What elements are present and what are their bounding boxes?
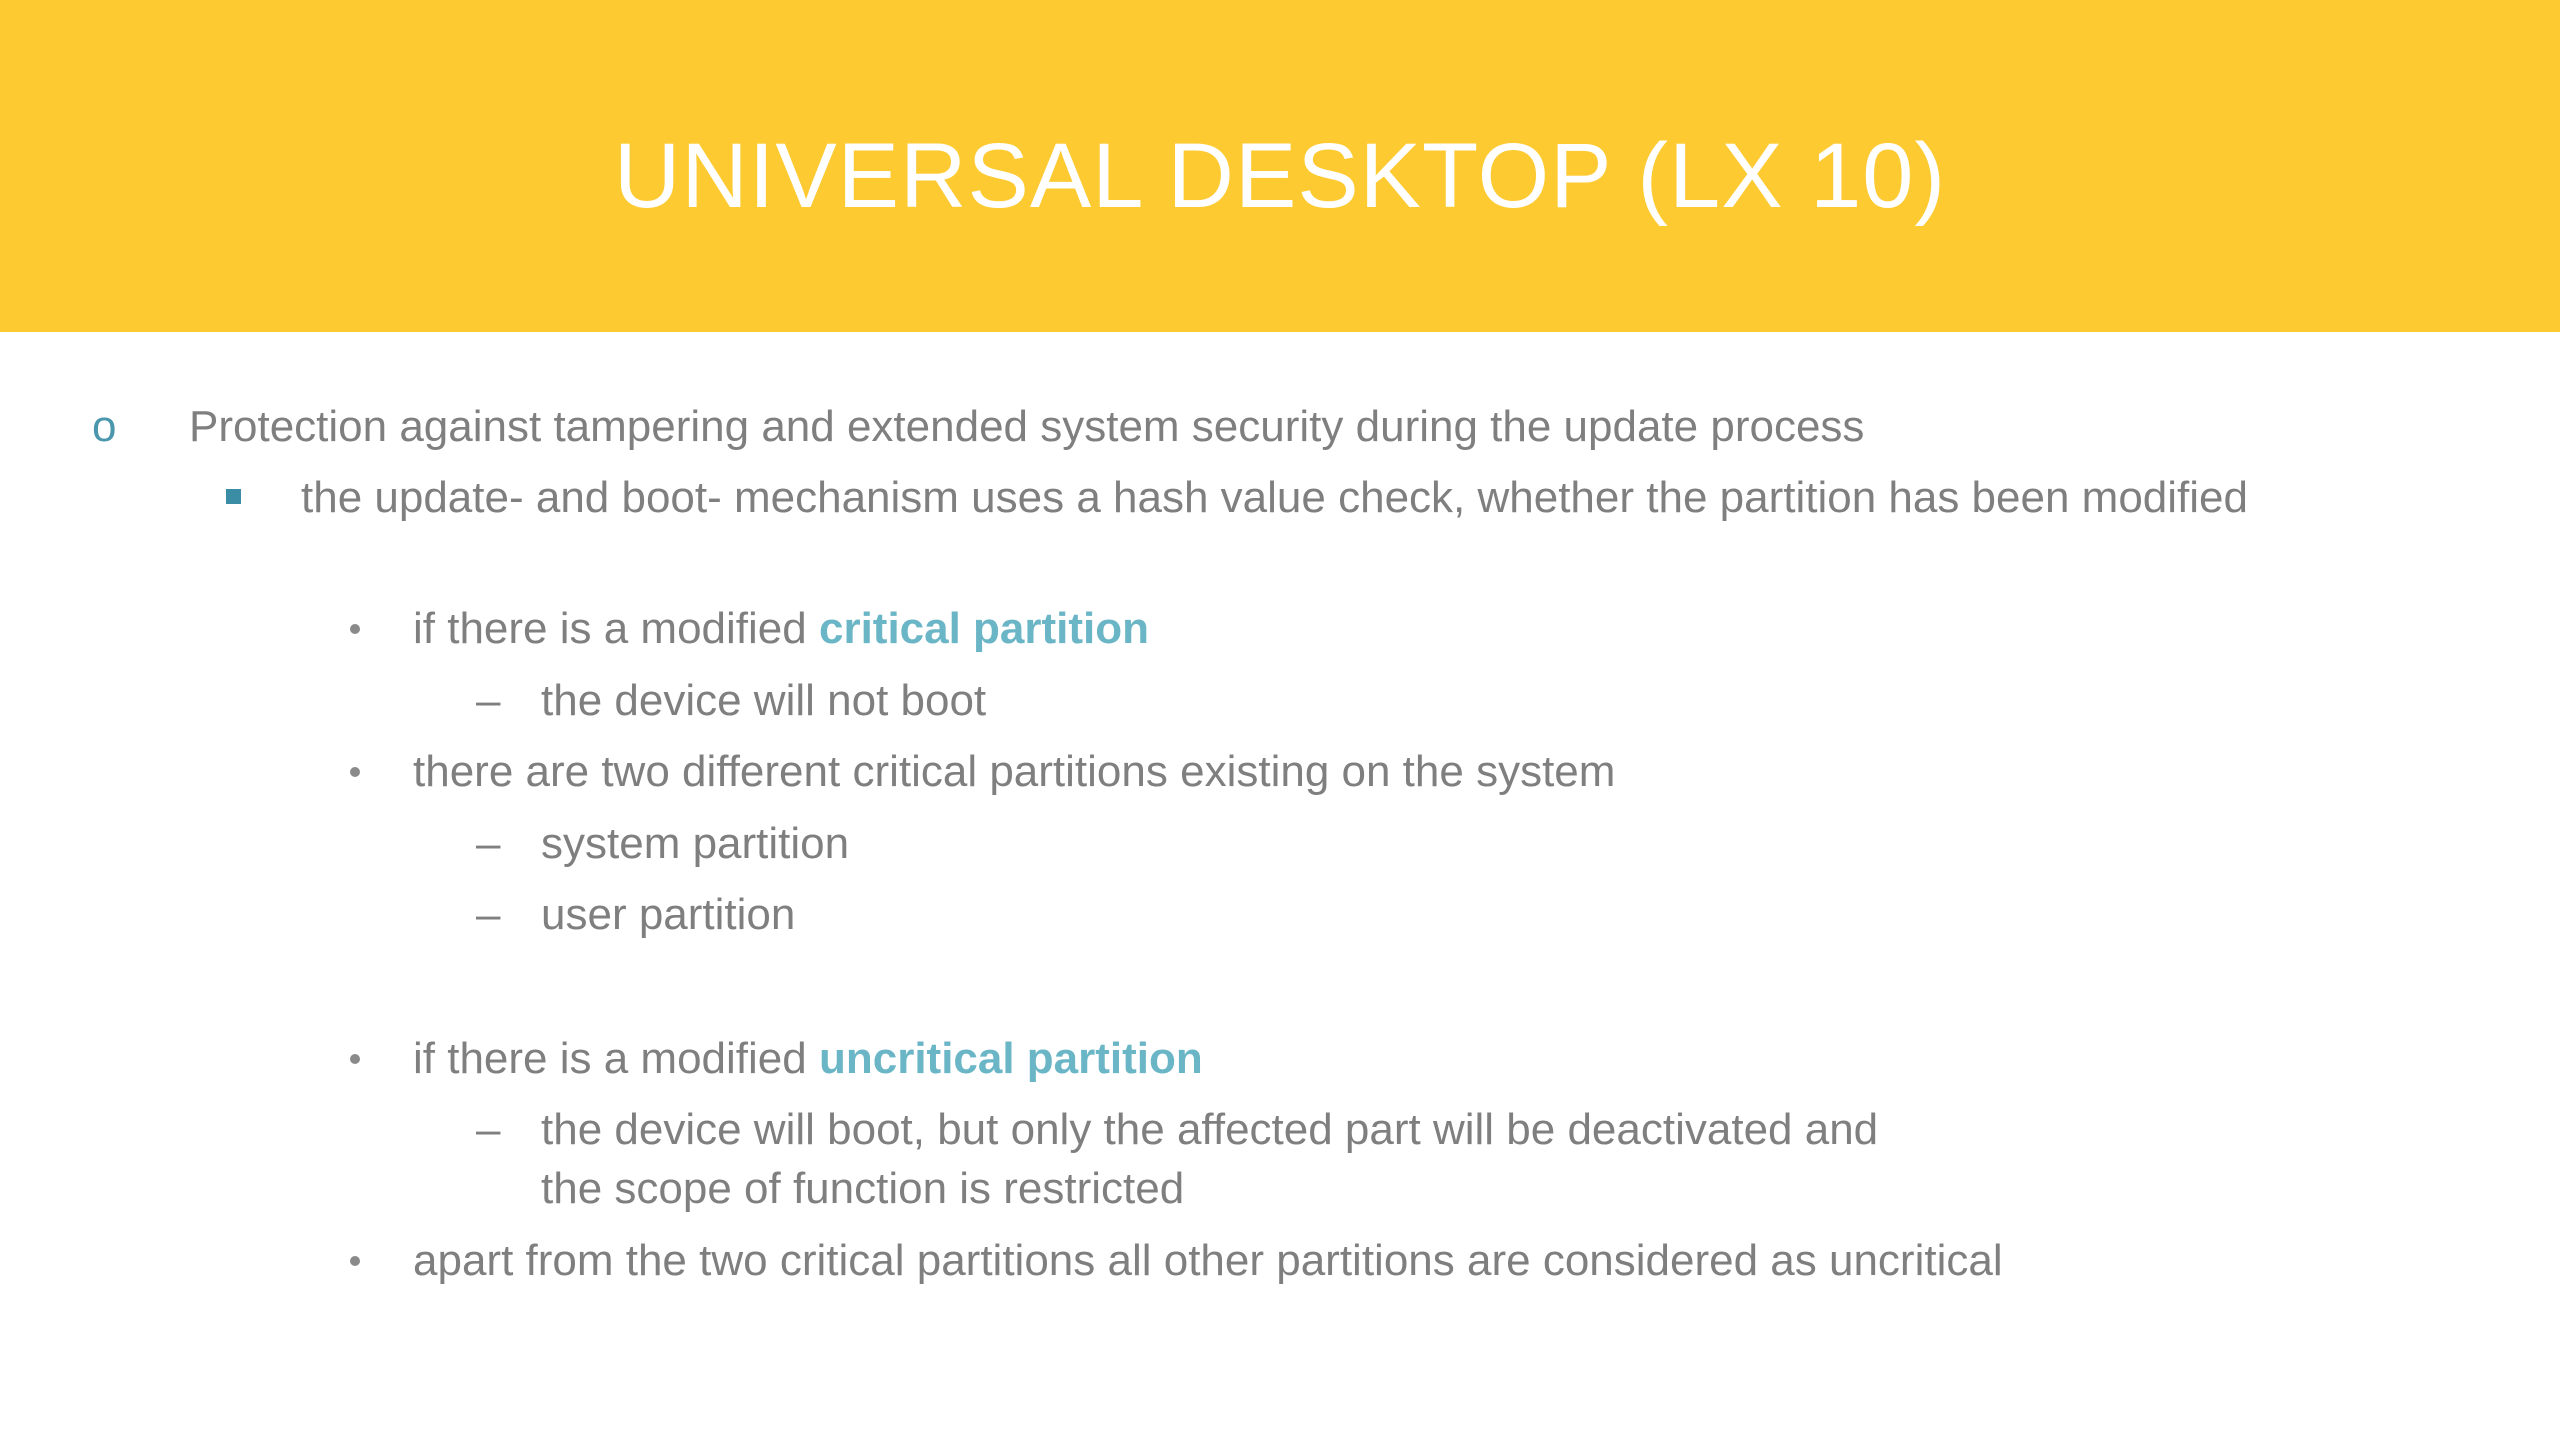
dash-bullet-icon: – — [476, 1105, 501, 1154]
dash-bullet-icon: – — [476, 819, 501, 868]
dot-bullet-icon — [350, 1054, 360, 1064]
list-item-text: the update- and boot- mechanism uses a hash value check, whether the partition has been modified — [301, 473, 2248, 522]
highlight-critical-partition: critical partition — [818, 604, 1150, 653]
hollow-circle-bullet-icon: o — [92, 402, 117, 451]
list-item-text: system partition — [541, 819, 850, 868]
list-item-text: user partition — [541, 890, 796, 939]
highlight-uncritical-partition: uncritical partition — [818, 1034, 1203, 1083]
square-bullet-icon — [226, 489, 241, 504]
list-item-text: apart from the two critical partitions all other partitions are considered as uncritical — [413, 1236, 2003, 1285]
dash-bullet-icon: – — [476, 676, 501, 725]
list-item-text: the device will boot, but only the affected part will be deactivated and — [541, 1105, 1879, 1154]
list-item-text: Protection against tampering and extended system security during the update process — [189, 402, 1865, 451]
dot-bullet-icon — [350, 1256, 360, 1266]
dot-bullet-icon — [350, 767, 360, 777]
list-item-text — [413, 598, 1149, 660]
list-item-text — [413, 1028, 1203, 1090]
dot-bullet-icon — [350, 624, 360, 634]
list-item-prefix: if there is a modified — [413, 1034, 819, 1083]
list-item-text: the device will not boot — [541, 676, 987, 725]
dash-bullet-icon: – — [476, 890, 501, 939]
list-item-text: the scope of function is restricted — [541, 1164, 1185, 1213]
list-item-prefix: if there is a modified — [413, 604, 819, 653]
slide-title: UNIVERSAL DESKTOP (LX 10) — [613, 125, 1947, 227]
list-item-text: there are two different critical partitions existing on the system — [413, 747, 1616, 796]
